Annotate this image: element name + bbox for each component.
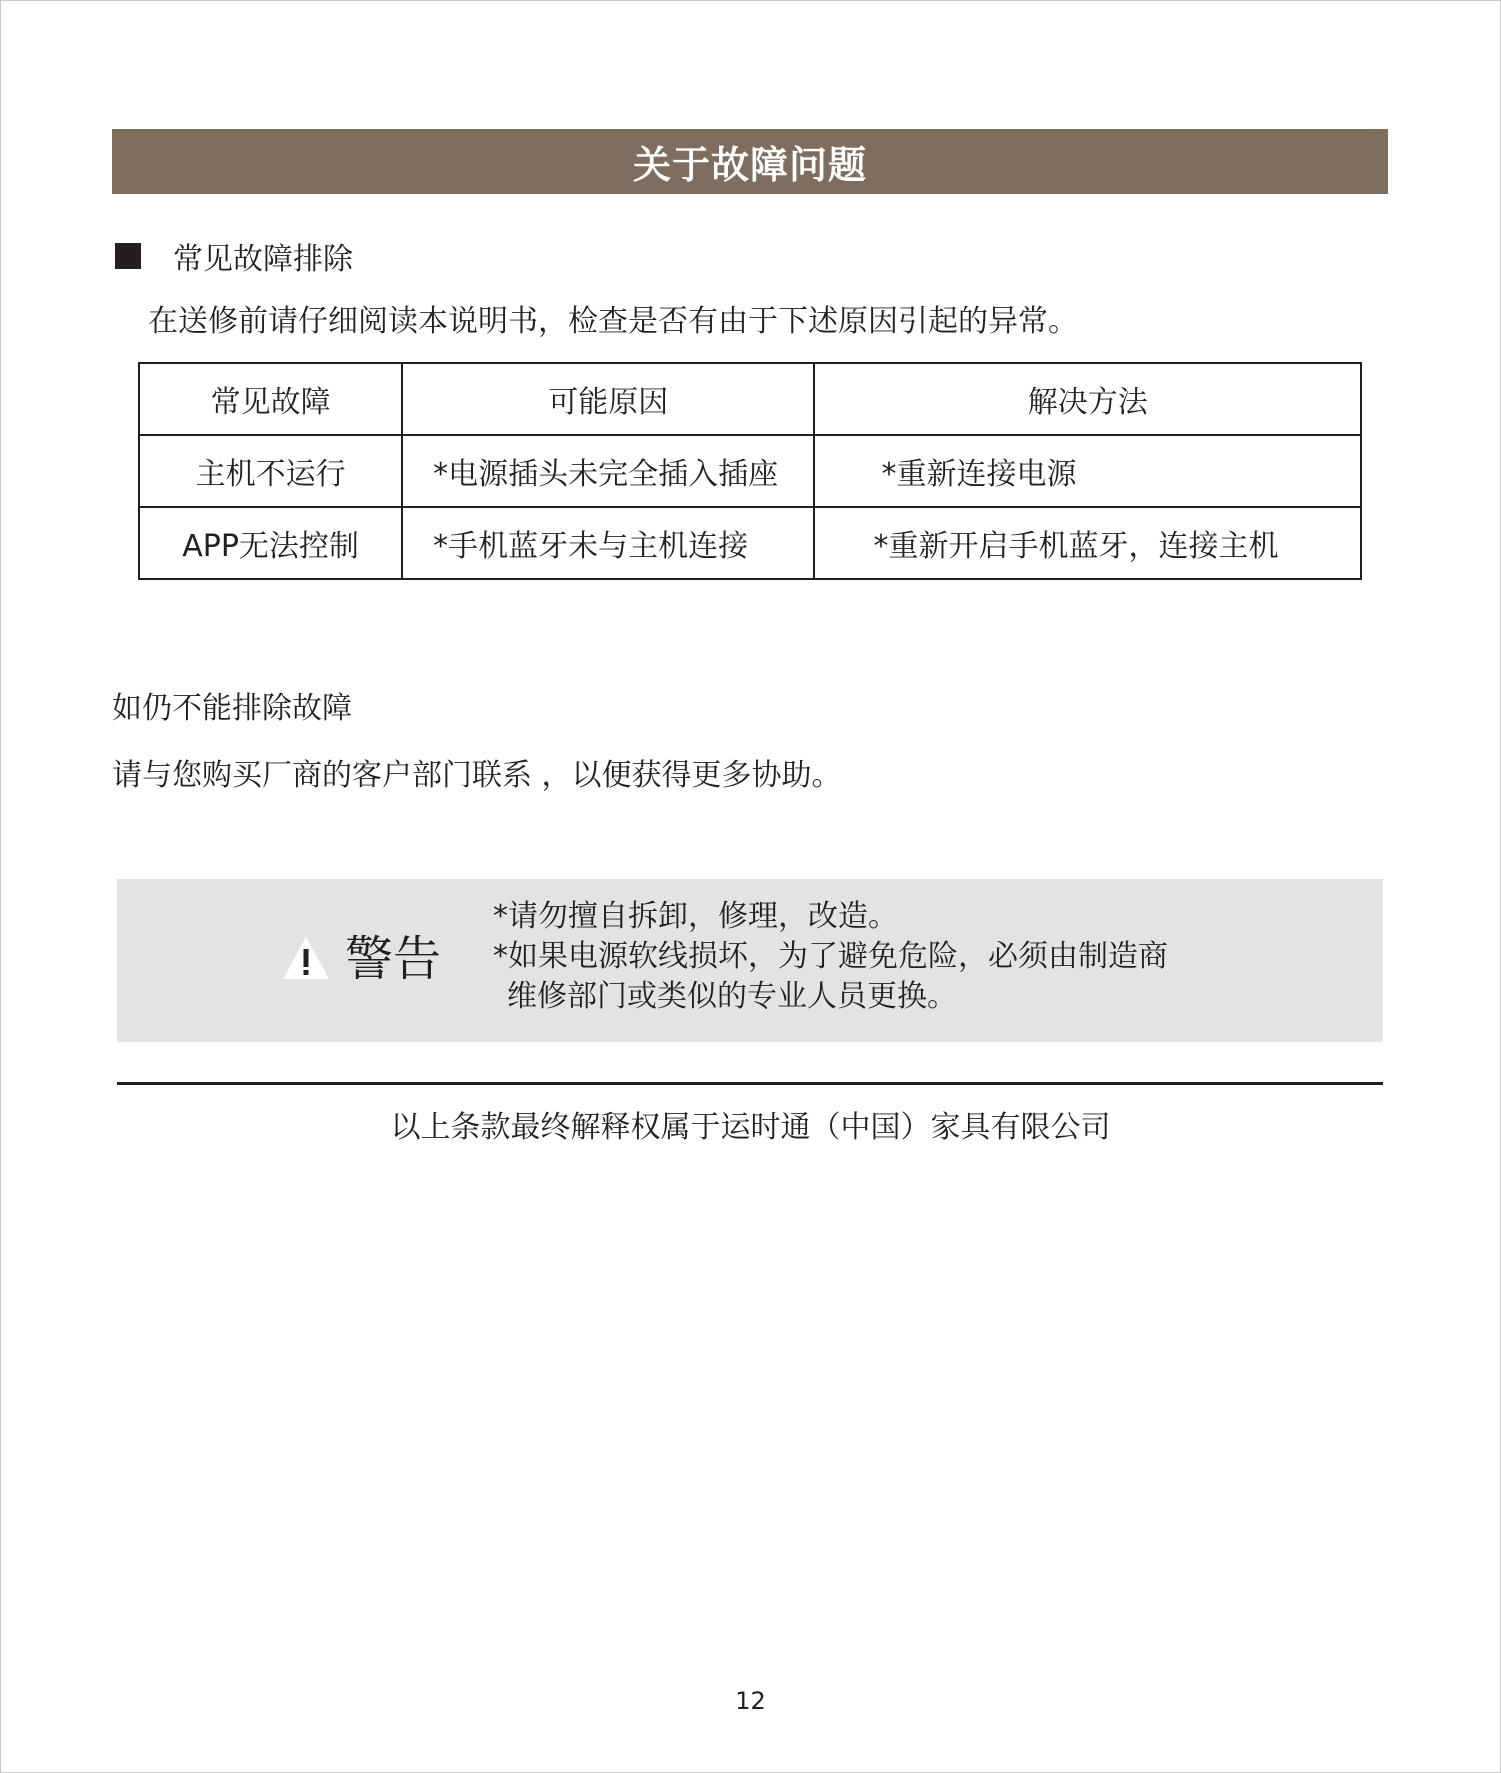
table-row (139, 435, 1361, 507)
intro-text: 在送修前请仔细阅读本说明书，检查是否有由于下述原因引起的异常。 (148, 304, 1078, 339)
divider (117, 1082, 1383, 1085)
warning-line: *请勿擅自拆卸，修理，改造。 (493, 899, 898, 934)
page-title-banner (112, 129, 1388, 194)
page-title: 关于故障问题 (632, 143, 867, 187)
section-heading-text: 常见故障排除 (173, 242, 353, 277)
table-header-row (139, 363, 1361, 435)
warning-lines (493, 897, 1168, 1017)
section-heading (115, 232, 353, 280)
warning-box (117, 879, 1383, 1042)
table-row (139, 507, 1361, 579)
table-cell-fault: APP无法控制 (139, 507, 402, 579)
square-bullet-icon (115, 243, 141, 269)
warning-line: *如果电源软线损坏，为了避免危险，必须由制造商 (493, 939, 1168, 974)
page-number: 12 (735, 1687, 766, 1715)
table-header-cell: 解决方法 (814, 363, 1361, 435)
table-cell-solution: *重新开启手机蓝牙，连接主机 (814, 507, 1361, 579)
table-cell-cause: *电源插头未完全插入插座 (402, 435, 814, 507)
warning-line: 维修部门或类似的专业人员更换。 (507, 979, 957, 1014)
table-header-cell: 可能原因 (402, 363, 814, 435)
warning-label: 警告 (345, 931, 442, 987)
table-cell-fault: 主机不运行 (139, 435, 402, 507)
troubleshooting-table (138, 362, 1362, 580)
table-cell-solution: *重新连接电源 (814, 435, 1361, 507)
table-header-cell: 常见故障 (139, 363, 402, 435)
warning-triangle-icon (281, 935, 331, 981)
paragraph: 如仍不能排除故障 (112, 691, 352, 726)
footer-note: 以上条款最终解释权属于运时通（中国）家具有限公司 (390, 1110, 1111, 1145)
paragraph: 请与您购买厂商的客户部门联系 ，以便获得更多协助。 (112, 758, 842, 793)
table-cell-cause: *手机蓝牙未与主机连接 (402, 507, 814, 579)
